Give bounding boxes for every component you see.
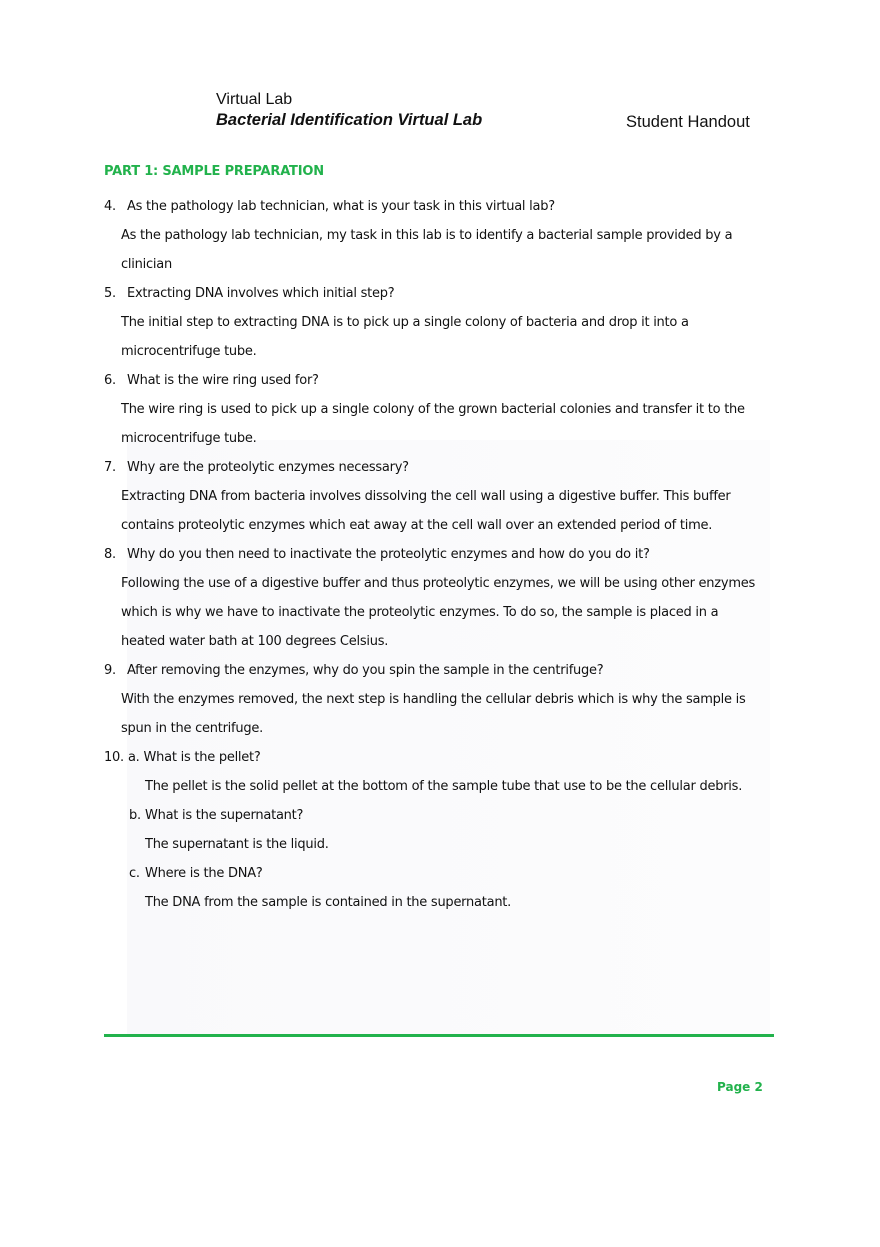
question-item: [104, 192, 784, 221]
answer-line: The initial step to extracting DNA is to pick up a single colony of bacteria and drop it into a: [121, 315, 689, 330]
answer-line: microcentrifuge tube.: [121, 431, 257, 446]
page-number: Page 2: [717, 1080, 763, 1094]
answer-line: Extracting DNA from bacteria involves dissolving the cell wall using a digestive buffer. This buffer: [121, 489, 731, 504]
sub-question-label: a.: [127, 750, 140, 765]
handout-label: Student Handout: [626, 113, 750, 131]
question-text: After removing the enzymes, why do you spin the sample in the centrifuge?: [127, 663, 604, 678]
question-text: What is the wire ring used for?: [127, 373, 319, 388]
question-number: 10.: [104, 750, 124, 765]
question-item: [104, 656, 784, 685]
question-text: As the pathology lab technician, what is your task in this virtual lab?: [127, 199, 555, 214]
question-number: 4.: [104, 199, 116, 214]
question-number: 8.: [104, 547, 116, 562]
section-title: PART 1: SAMPLE PREPARATION: [104, 164, 324, 179]
answer-line: The wire ring is used to pick up a single colony of the grown bacterial colonies and transfer it to the: [121, 402, 745, 417]
answer-line: As the pathology lab technician, my task in this lab is to identify a bacterial sample provided by a: [121, 228, 733, 243]
question-number: 6.: [104, 373, 116, 388]
question-item: [104, 859, 784, 888]
question-text: Why are the proteolytic enzymes necessary?: [127, 460, 409, 475]
answer-line: The DNA from the sample is contained in the supernatant.: [145, 895, 512, 910]
question-text: What is the pellet?: [143, 750, 261, 765]
question-item: [104, 366, 784, 395]
question-list: [104, 192, 784, 917]
answer-line: which is why we have to inactivate the proteolytic enzymes. To do so, the sample is placed in a: [121, 605, 719, 620]
answer-line: Following the use of a digestive buffer and thus proteolytic enzymes, we will be using other enzymes: [121, 576, 756, 591]
answer-line: With the enzymes removed, the next step is handling the cellular debris which is why the sample is: [121, 692, 746, 707]
answer-line: microcentrifuge tube.: [121, 344, 257, 359]
question-number: 9.: [104, 663, 116, 678]
question-text: What is the supernatant?: [145, 808, 304, 823]
answer-line: The pellet is the solid pellet at the bottom of the sample tube that use to be the cellular debris.: [145, 779, 743, 794]
question-item: [104, 540, 784, 569]
question-item: [104, 743, 784, 772]
question-item: [104, 453, 784, 482]
sub-question-label: c.: [129, 866, 140, 881]
question-text: Why do you then need to inactivate the proteolytic enzymes and how do you do it?: [127, 547, 650, 562]
question-item: [104, 801, 784, 830]
answer-line: clinician: [121, 257, 172, 272]
question-text: Where is the DNA?: [145, 866, 263, 881]
question-text: Extracting DNA involves which initial step?: [127, 286, 395, 301]
answer-line: The supernatant is the liquid.: [145, 837, 329, 852]
sub-question-label: b.: [129, 808, 141, 823]
header-lab-label: Virtual Lab: [216, 91, 293, 108]
document-title: Bacterial Identification Virtual Lab: [216, 111, 483, 129]
answer-line: spun in the centrifuge.: [121, 721, 263, 736]
answer-line: heated water bath at 100 degrees Celsius.: [121, 634, 389, 649]
question-number: 5.: [104, 286, 116, 301]
footer-divider: [104, 1034, 774, 1037]
answer-line: contains proteolytic enzymes which eat away at the cell wall over an extended period of time.: [121, 518, 713, 533]
question-item: [104, 279, 784, 308]
question-number: 7.: [104, 460, 116, 475]
